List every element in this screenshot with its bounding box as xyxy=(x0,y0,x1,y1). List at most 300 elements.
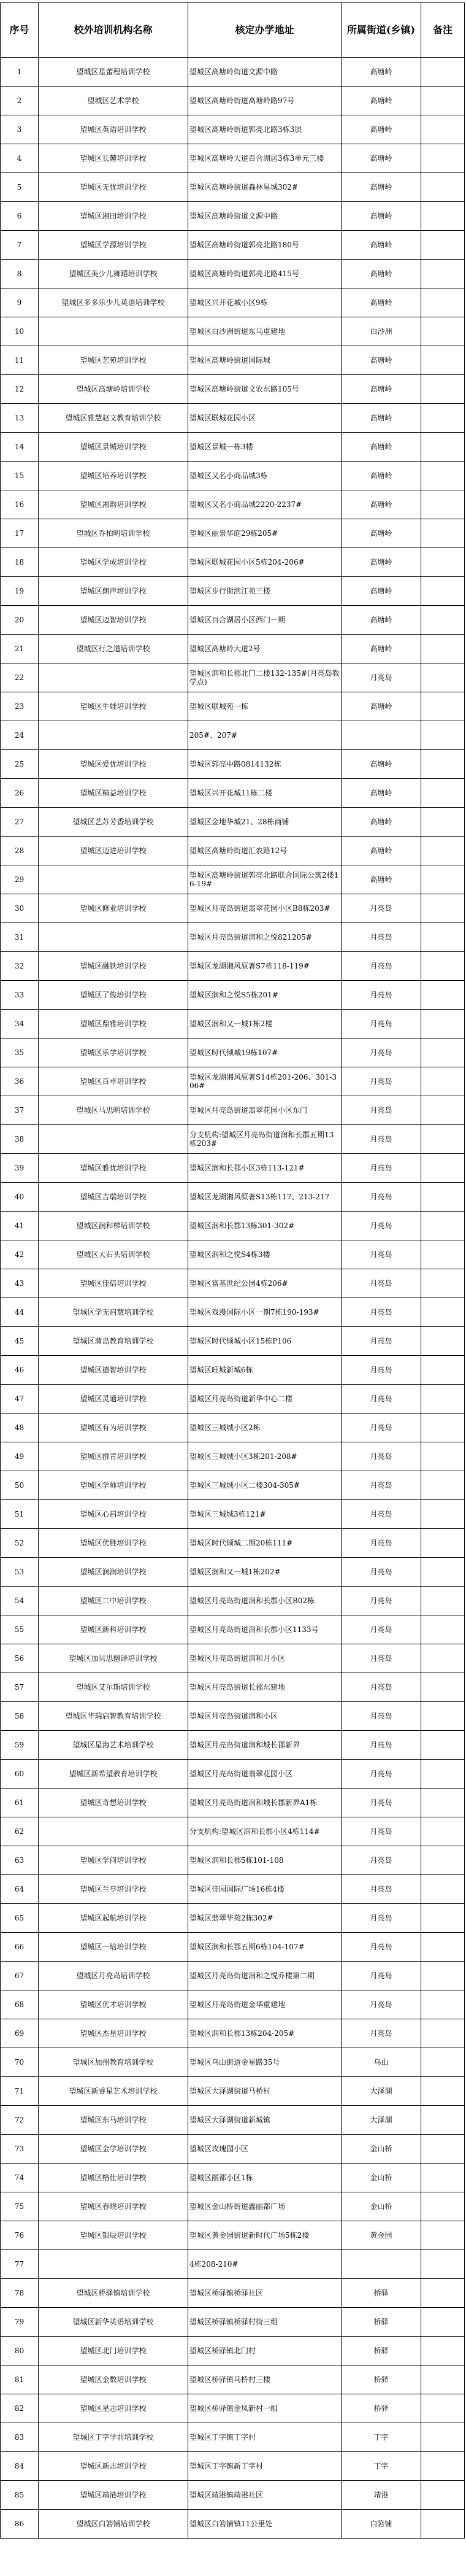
row-index: 29 xyxy=(1,865,39,894)
school-note xyxy=(421,865,465,894)
school-note xyxy=(421,2394,465,2423)
school-area: 丁字 xyxy=(342,2423,421,2452)
school-area: 月亮岛 xyxy=(342,1442,421,1471)
row-index: 51 xyxy=(1,1500,39,1529)
row-index: 58 xyxy=(1,1702,39,1731)
school-note xyxy=(421,1962,465,1990)
table-row xyxy=(1,2308,465,2337)
school-note xyxy=(421,2308,465,2337)
school-area: 月亮岛 xyxy=(342,1154,421,1183)
school-address: 望城区兴开花城小区9栋 xyxy=(188,288,342,317)
school-address: 望城区润和又一城1栋202# xyxy=(188,1558,342,1587)
school-area: 高塘岭 xyxy=(342,865,421,894)
school-note xyxy=(421,1789,465,1817)
row-index: 59 xyxy=(1,1731,39,1760)
table-row xyxy=(1,1846,465,1875)
row-index: 55 xyxy=(1,1615,39,1644)
school-note xyxy=(421,346,465,375)
school-address: 望城区黄金园街道新时代广场5栋2楼 xyxy=(188,2221,342,2250)
school-area: 高塘岭 xyxy=(342,346,421,375)
table-row xyxy=(1,115,465,144)
school-area: 月亮岛 xyxy=(342,952,421,981)
school-area: 月亮岛 xyxy=(342,1356,421,1385)
table-body xyxy=(1,58,465,2539)
school-area: 月亮岛 xyxy=(342,1039,421,1067)
school-note xyxy=(421,1327,465,1356)
school-note xyxy=(421,2279,465,2308)
school-note xyxy=(421,260,465,288)
table-row xyxy=(1,2394,465,2423)
row-index: 49 xyxy=(1,1442,39,1471)
row-index: 64 xyxy=(1,1875,39,1904)
table-row xyxy=(1,58,465,87)
school-address: 望城区丁字镇新丁字村 xyxy=(188,2452,342,2481)
school-area: 高塘岭 xyxy=(342,173,421,202)
school-area: 高塘岭 xyxy=(342,577,421,606)
table-row xyxy=(1,173,465,202)
school-area: 高塘岭 xyxy=(342,58,421,87)
school-address: 望城区时代倾城二期20栋111# xyxy=(188,1529,342,1558)
school-note xyxy=(421,1356,465,1385)
school-address: 望城区高塘岭街道郭亮北路联合国际公寓2楼16-19# xyxy=(188,865,342,894)
school-note xyxy=(421,1673,465,1702)
school-name: 望城区杰星培训学校 xyxy=(39,2019,188,2048)
school-note xyxy=(421,1731,465,1760)
school-area: 金山桥 xyxy=(342,2135,421,2164)
row-index: 52 xyxy=(1,1529,39,1558)
table-row xyxy=(1,2192,465,2221)
school-area: 月亮岛 xyxy=(342,894,421,923)
school-area: 月亮岛 xyxy=(342,1385,421,1414)
school-note xyxy=(421,231,465,260)
school-address: 望城区月亮岛街道新华中心二楼 xyxy=(188,1385,342,1414)
table-row xyxy=(1,1817,465,1846)
school-note xyxy=(421,2164,465,2192)
school-note xyxy=(421,1817,465,1846)
school-name: 望城区白箬铺培训学校 xyxy=(39,2510,188,2539)
school-area: 高塘岭 xyxy=(342,606,421,635)
school-note xyxy=(421,981,465,1010)
school-area: 高塘岭 xyxy=(342,548,421,577)
table-row xyxy=(1,837,465,865)
table-row xyxy=(1,404,465,433)
row-index: 76 xyxy=(1,2221,39,2250)
table-row xyxy=(1,923,465,952)
table-row xyxy=(1,1760,465,1789)
school-name: 望城区桥驿镇培训学校 xyxy=(39,2279,188,2308)
school-area: 月亮岛 xyxy=(342,2019,421,2048)
school-area: 高塘岭 xyxy=(342,375,421,404)
school-note xyxy=(421,1385,465,1414)
school-name: 望城区学问培训学校 xyxy=(39,1846,188,1875)
school-address: 望城区步行街滨江苑三楼 xyxy=(188,577,342,606)
school-area: 月亮岛 xyxy=(342,1615,421,1644)
table-row xyxy=(1,2279,465,2308)
row-index: 62 xyxy=(1,1817,39,1846)
school-address: 望城区时代倾城19栋107# xyxy=(188,1039,342,1067)
school-name: 望城区无忧培训学校 xyxy=(39,173,188,202)
row-index: 8 xyxy=(1,260,39,288)
school-name: 望城区佳倍培训学校 xyxy=(39,1269,188,1298)
school-area: 大泽湖 xyxy=(342,2106,421,2135)
school-area: 月亮岛 xyxy=(342,1529,421,1558)
school-area: 金山桥 xyxy=(342,2192,421,2221)
school-name: 望城区乔柏明培训学校 xyxy=(39,519,188,548)
school-note xyxy=(421,1240,465,1269)
table-row xyxy=(1,1789,465,1817)
school-note xyxy=(421,1269,465,1298)
table-row xyxy=(1,1240,465,1269)
school-name: 望城区百卓培训学校 xyxy=(39,1067,188,1096)
school-address: 望城区润和之悦S5栋201# xyxy=(188,981,342,1010)
school-address: 望城区月亮岛街道翡翠花园小区 xyxy=(188,1760,342,1789)
school-address: 望城区润和长郡5栋101-108 xyxy=(188,1846,342,1875)
school-area: 靖港 xyxy=(342,2481,421,2510)
school-name: 望城区修业培训学校 xyxy=(39,894,188,923)
table-row xyxy=(1,635,465,663)
row-index: 77 xyxy=(1,2250,39,2279)
school-area: 高塘岭 xyxy=(342,202,421,231)
school-note xyxy=(421,2048,465,2077)
school-name: 望城区多多乐少儿英语培训学校 xyxy=(39,288,188,317)
school-area: 月亮岛 xyxy=(342,923,421,952)
school-name: 望城区大石头培训学校 xyxy=(39,1240,188,1269)
row-index: 11 xyxy=(1,346,39,375)
school-address: 望城区丽都小区1栋 xyxy=(188,2164,342,2192)
row-index: 34 xyxy=(1,1010,39,1039)
table-row xyxy=(1,1010,465,1039)
row-index: 18 xyxy=(1,548,39,577)
row-index: 46 xyxy=(1,1356,39,1385)
school-name: 望城区迈进培训学校 xyxy=(39,837,188,865)
school-note xyxy=(421,2452,465,2481)
row-index: 79 xyxy=(1,2308,39,2337)
school-address: 望城区月亮岛街道润和长郡小区1133号 xyxy=(188,1615,342,1644)
table-row xyxy=(1,1731,465,1760)
table-row xyxy=(1,2077,465,2106)
table-row xyxy=(1,2019,465,2048)
school-area: 月亮岛 xyxy=(342,1125,421,1154)
row-index: 44 xyxy=(1,1298,39,1327)
row-index: 5 xyxy=(1,173,39,202)
school-name: 望城区雅优培训学校 xyxy=(39,1154,188,1183)
school-name: 望城区银辰培训学校 xyxy=(39,2221,188,2250)
row-index: 7 xyxy=(1,231,39,260)
school-name: 望城区润润培训学校 xyxy=(39,1558,188,1587)
table-row xyxy=(1,808,465,837)
row-index: 68 xyxy=(1,1990,39,2019)
school-name: 望城区德智培训学校 xyxy=(39,1356,188,1385)
school-name: 望城区景城培训学校 xyxy=(39,433,188,462)
table-row xyxy=(1,2135,465,2164)
school-name: 望城区金学培训学校 xyxy=(39,2135,188,2164)
table-row xyxy=(1,1500,465,1529)
school-note xyxy=(421,1212,465,1240)
school-note xyxy=(421,1875,465,1904)
row-index: 82 xyxy=(1,2394,39,2423)
row-index: 24 xyxy=(1,721,39,750)
table-row xyxy=(1,1962,465,1990)
table-row xyxy=(1,231,465,260)
school-address: 望城区高塘岭大道2号 xyxy=(188,635,342,663)
table-row xyxy=(1,1212,465,1240)
school-name: 望城区华瑞启智教育培训学校 xyxy=(39,1702,188,1731)
school-area: 高塘岭 xyxy=(342,144,421,173)
school-name: 望城区朗声培训学校 xyxy=(39,577,188,606)
school-area: 月亮岛 xyxy=(342,1760,421,1789)
school-area: 高塘岭 xyxy=(342,87,421,115)
school-name: 望城区群青培训学校 xyxy=(39,1442,188,1471)
row-index: 72 xyxy=(1,2106,39,2135)
row-index: 41 xyxy=(1,1212,39,1240)
school-area: 月亮岛 xyxy=(342,1269,421,1298)
school-address: 望城区润和长郡北门二楼132-135#(月亮岛教学点) xyxy=(188,663,342,692)
school-address: 望城区又名小商品城3栋 xyxy=(188,462,342,490)
school-address: 望城区高塘岭街道文源中路 xyxy=(188,202,342,231)
school-address: 望城区白沙洲街道东马重建地 xyxy=(188,317,342,346)
school-address: 望城区高塘岭街道郭亮北路180号 xyxy=(188,231,342,260)
table-row xyxy=(1,462,465,490)
row-index: 36 xyxy=(1,1067,39,1096)
school-note xyxy=(421,1558,465,1587)
school-address: 望城区富基世纪公园4栋206# xyxy=(188,1269,342,1298)
school-name: 望城区精益培训学校 xyxy=(39,779,188,808)
row-index: 66 xyxy=(1,1933,39,1962)
school-note xyxy=(421,606,465,635)
table-row xyxy=(1,1183,465,1212)
header-note: 备注 xyxy=(421,3,465,58)
school-name: 望城区长麓培训学校 xyxy=(39,144,188,173)
training-school-table xyxy=(0,2,465,2539)
school-area: 大泽湖 xyxy=(342,2077,421,2106)
school-address: 望城区高塘岭街道高塘岭路97号 xyxy=(188,87,342,115)
school-address: 望城区联城花园小区5栋204-206# xyxy=(188,548,342,577)
school-name: 望城区一培培训学校 xyxy=(39,1933,188,1962)
school-address: 望城区高塘岭街道文农东路105号 xyxy=(188,375,342,404)
school-name: 望城区起航培训学校 xyxy=(39,1904,188,1933)
school-name: 望城区吉瑞培训学校 xyxy=(39,1183,188,1212)
school-address: 望城区高塘岭街道文源中路 xyxy=(188,58,342,87)
school-note xyxy=(421,58,465,87)
school-name: 望城区马思明培训学校 xyxy=(39,1096,188,1125)
school-address: 望城区桥驿镇金凤新村一组 xyxy=(188,2394,342,2423)
school-note xyxy=(421,87,465,115)
school-area: 乌山 xyxy=(342,2048,421,2077)
school-note xyxy=(421,462,465,490)
school-address: 望城区月亮岛街道润和长郡小区B02栋 xyxy=(188,1587,342,1615)
school-address: 望城区高塘岭街道森林星城302# xyxy=(188,173,342,202)
school-area: 白箬铺 xyxy=(342,2510,421,2539)
header-row xyxy=(1,3,465,58)
school-address: 分支机构:望城区润和长郡小区4栋114# xyxy=(188,1817,342,1846)
table-row xyxy=(1,2250,465,2279)
school-address: 望城区高塘岭街道郭亮北路3栋3层 xyxy=(188,115,342,144)
table-row xyxy=(1,87,465,115)
table-row xyxy=(1,519,465,548)
table-row xyxy=(1,1096,465,1125)
school-name: 望城区高塘岭培训学校 xyxy=(39,375,188,404)
school-name: 望城区北门培训学校 xyxy=(39,2337,188,2365)
school-address: 望城区润和长郡13栋301-302# xyxy=(188,1212,342,1240)
table-row xyxy=(1,2164,465,2192)
table-row xyxy=(1,346,465,375)
school-note xyxy=(421,519,465,548)
school-address: 望城区月亮岛街道金华重建地 xyxy=(188,1990,342,2019)
school-address: 望城区白箬铺镇11公里处 xyxy=(188,2510,342,2539)
school-note xyxy=(421,1067,465,1096)
school-area: 桥驿 xyxy=(342,2279,421,2308)
school-address: 望城区高塘岭大道百合湖居3栋3单元三楼 xyxy=(188,144,342,173)
table-row xyxy=(1,1558,465,1587)
school-area: 高塘岭 xyxy=(342,433,421,462)
table-row xyxy=(1,317,465,346)
school-area: 月亮岛 xyxy=(342,1702,421,1731)
school-area: 月亮岛 xyxy=(342,1587,421,1615)
school-address: 望城区润和又一城1栋2楼 xyxy=(188,1010,342,1039)
school-name: 望城区行之道培训学校 xyxy=(39,635,188,663)
row-index: 56 xyxy=(1,1644,39,1673)
table-row xyxy=(1,1990,465,2019)
school-address: 望城区大泽湖街道马桥村 xyxy=(188,2077,342,2106)
header-index: 序号 xyxy=(1,3,39,58)
school-address: 望城区月亮岛街道润和城长郡新界A1栋 xyxy=(188,1789,342,1817)
row-index: 61 xyxy=(1,1789,39,1817)
school-area: 月亮岛 xyxy=(342,1817,421,1846)
table-row xyxy=(1,1269,465,1298)
row-index: 26 xyxy=(1,779,39,808)
row-index: 83 xyxy=(1,2423,39,2452)
school-name: 望城区学成培训学校 xyxy=(39,548,188,577)
school-name: 望城区牛娃培训学校 xyxy=(39,692,188,721)
school-address: 望城区乌山街道金星路35号 xyxy=(188,2048,342,2077)
school-area: 高塘岭 xyxy=(342,808,421,837)
school-note xyxy=(421,2019,465,2048)
school-address: 望城区百合湖居小区西门一期 xyxy=(188,606,342,635)
school-note xyxy=(421,2250,465,2279)
row-index: 50 xyxy=(1,1471,39,1500)
school-area: 高塘岭 xyxy=(342,635,421,663)
school-name: 望城区兰亭培训学校 xyxy=(39,1875,188,1904)
school-area: 高塘岭 xyxy=(342,692,421,721)
school-address: 望城区润和之悦S4栋3楼 xyxy=(188,1240,342,1269)
school-address: 望城区联城花园小区 xyxy=(188,404,342,433)
table-row xyxy=(1,144,465,173)
table-row xyxy=(1,1587,465,1615)
school-note xyxy=(421,1414,465,1442)
school-address: 望城区高塘岭街道国际城 xyxy=(188,346,342,375)
row-index: 74 xyxy=(1,2164,39,2192)
row-index: 47 xyxy=(1,1385,39,1414)
school-address: 分支机构:望城区月亮岛街道润和长郡五期13栋203# xyxy=(188,1125,342,1154)
school-note xyxy=(421,1615,465,1644)
school-area: 月亮岛 xyxy=(342,1500,421,1529)
table-row xyxy=(1,2510,465,2539)
row-index: 33 xyxy=(1,981,39,1010)
table-row xyxy=(1,952,465,981)
school-note xyxy=(421,923,465,952)
school-name: 望城区艾尔斯培训学校 xyxy=(39,1673,188,1702)
school-address: 望城区三城城3栋121# xyxy=(188,1500,342,1529)
row-index: 78 xyxy=(1,2279,39,2308)
row-index: 45 xyxy=(1,1327,39,1356)
table-row xyxy=(1,1673,465,1702)
school-address: 望城区三城城小区二楼304-305# xyxy=(188,1471,342,1500)
school-name: 望城区新希望教育培训学校 xyxy=(39,1760,188,1789)
school-address: 4栋208-210# xyxy=(188,2250,342,2279)
school-address: 望城区大泽湖街道新城镇 xyxy=(188,2106,342,2135)
school-name xyxy=(39,317,188,346)
table-row xyxy=(1,2106,465,2135)
school-note xyxy=(421,1846,465,1875)
row-index: 53 xyxy=(1,1558,39,1587)
school-area: 月亮岛 xyxy=(342,1644,421,1673)
table-row xyxy=(1,288,465,317)
school-note xyxy=(421,1096,465,1125)
table-row xyxy=(1,1414,465,1442)
table-row xyxy=(1,1356,465,1385)
row-index: 13 xyxy=(1,404,39,433)
school-note xyxy=(421,1154,465,1183)
school-area: 月亮岛 xyxy=(342,1673,421,1702)
school-area: 月亮岛 xyxy=(342,1212,421,1240)
school-address: 望城区龙湖湘风原著S13栋117、213-217 xyxy=(188,1183,342,1212)
table-row xyxy=(1,1327,465,1356)
school-area: 月亮岛 xyxy=(342,1962,421,1990)
school-area: 月亮岛 xyxy=(342,1933,421,1962)
school-address: 望城区又名小商品城2220-2237# xyxy=(188,490,342,519)
row-index: 60 xyxy=(1,1760,39,1789)
school-area: 月亮岛 xyxy=(342,1067,421,1096)
school-name: 望城区学无启慧培训学校 xyxy=(39,1298,188,1327)
school-note xyxy=(421,1298,465,1327)
school-address: 望城区桥驿镇桥驿村街三组 xyxy=(188,2308,342,2337)
row-index: 67 xyxy=(1,1962,39,1990)
school-address: 望城区景城一栋3楼 xyxy=(188,433,342,462)
school-area: 桥驿 xyxy=(342,2394,421,2423)
school-note xyxy=(421,2423,465,2452)
school-note xyxy=(421,2337,465,2365)
row-index: 80 xyxy=(1,2337,39,2365)
school-name: 望城区雅慧赵文教育培训学校 xyxy=(39,404,188,433)
school-name xyxy=(39,721,188,750)
school-address: 望城区月亮岛街道润和城长郡新界 xyxy=(188,1731,342,1760)
school-note xyxy=(421,2365,465,2394)
school-name xyxy=(39,2250,188,2279)
school-note xyxy=(421,1933,465,1962)
school-area: 月亮岛 xyxy=(342,1298,421,1327)
school-name: 望城区润和梯培训学校 xyxy=(39,1212,188,1240)
row-index: 25 xyxy=(1,750,39,779)
school-area: 月亮岛 xyxy=(342,981,421,1010)
school-name: 望城区优才培训学校 xyxy=(39,1990,188,2019)
school-name xyxy=(39,1125,188,1154)
row-index: 39 xyxy=(1,1154,39,1183)
school-note xyxy=(421,663,465,692)
row-index: 21 xyxy=(1,635,39,663)
school-note xyxy=(421,1587,465,1615)
school-note xyxy=(421,1442,465,1471)
table-row xyxy=(1,1875,465,1904)
row-index: 57 xyxy=(1,1673,39,1702)
table-row xyxy=(1,2481,465,2510)
school-note xyxy=(421,548,465,577)
school-area: 月亮岛 xyxy=(342,1875,421,1904)
school-name: 望城区星志培训学校 xyxy=(39,2394,188,2423)
row-index: 71 xyxy=(1,2077,39,2106)
school-note xyxy=(421,2135,465,2164)
table-row xyxy=(1,2423,465,2452)
school-address: 望城区桥驿镇桥驿社区 xyxy=(188,2279,342,2308)
